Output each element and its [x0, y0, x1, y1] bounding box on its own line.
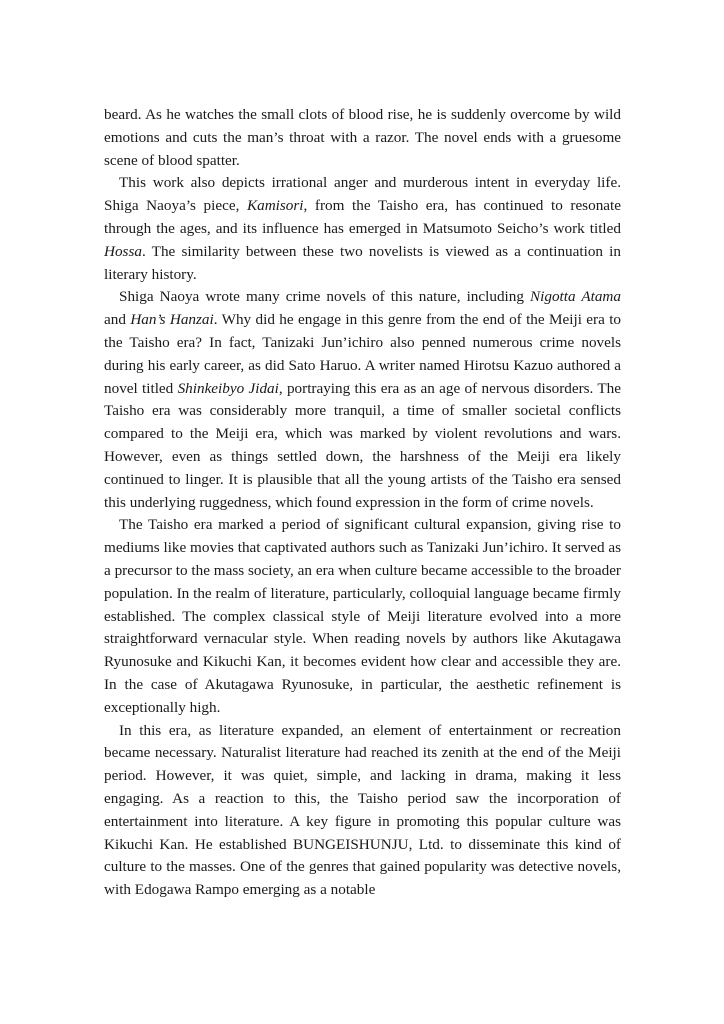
body-text: [104, 104, 621, 902]
title-kamisori: Kamisori: [246, 197, 304, 215]
title-nigotta-atama: Nigotta Atama: [530, 288, 621, 306]
paragraph-1: [104, 104, 621, 172]
paragraph-2: [104, 172, 621, 286]
paragraph-3-text: . Why did he engage in this genre from the end of the Meiji era to the Taisho era? In fact, Tanizaki Jun’ichiro also penned numerous crime novels during his early career, as did Sato Haruo. A writer named Hirotsu Kazuo authored a novel titled: [104, 311, 622, 397]
paragraph-3-text: and: [104, 311, 131, 329]
paragraph-2-text: This work also depicts irrational anger and murderous intent in everyday life. Shiga Naoya’s piece,: [104, 174, 621, 215]
title-shinkeibyo-jidai: Shinkeibyo Jidai: [177, 379, 279, 397]
paragraph-3-text: Shiga Naoya wrote many crime novels of this nature, including: [119, 288, 530, 306]
paragraph-1-text: beard. As he watches the small clots of blood rise, he is suddenly overcome by wild emotions and cuts the man’s throat with a razor. The novel ends with a gruesome scene of blood spatter.: [104, 106, 621, 169]
paragraph-3: [104, 286, 621, 514]
paragraph-2-text: , from the Taisho era, has continued to resonate through the ages, and its influence has emerged in Matsumoto Seicho’s work titled: [104, 197, 621, 237]
paragraph-4: [104, 514, 621, 719]
paragraph-5-text: In this era, as literature expanded, an element of entertainment or recreation became necessary. Naturalist literature had reached its zenith at the end of the Meiji period. However, it was quiet, simple, and lacking in drama, making it less engaging. As a reaction to this, the Taisho period saw the incorporation of entertainment into literature. A key figure in promoting this popular culture was Kikuchi Kan. He established BUNGEISHUNJU, Ltd. to disseminate this kind of culture to the masses. One of the genres that gained popularity was detective novels, with Edogawa Rampo emerging as a notable: [104, 721, 621, 899]
paragraph-3-text: , portraying this era as an age of nervous disorders. The Taisho era was considerably more tranquil, a time of smaller societal conflicts compared to the Meiji era, which was marked by violent revolutions and wars. However, even as things settled down, the harshness of the Meiji era likely continued to linger. It is plausible that all the young artists of the Taisho era sensed this underlying ruggedness, which found expression in the form of crime novels.: [104, 379, 621, 511]
paragraph-4-text: The Taisho era marked a period of significant cultural expansion, giving rise to mediums like movies that captivated authors such as Tanizaki Jun’ichiro. It served as a precursor to the mass society, an era when culture became accessible to the broader population. In the realm of literature, particularly, colloquial language became firmly established. The complex classical style of Meiji literature evolved into a more straightforward vernacular style. When reading novels by authors like Akutagawa Ryunosuke and Kikuchi Kan, it becomes evident how clear and accessible they are. In the case of Akutagawa Ryunosuke, in particular, the aesthetic refinement is exceptionally high.: [104, 516, 622, 716]
title-hans-hanzai: Han’s Hanzai: [130, 311, 214, 329]
paragraph-2-text: . The similarity between these two novelists is viewed as a continuation in literary history.: [104, 242, 621, 283]
title-hossa: Hossa: [104, 242, 142, 260]
paragraph-5: [104, 720, 621, 902]
